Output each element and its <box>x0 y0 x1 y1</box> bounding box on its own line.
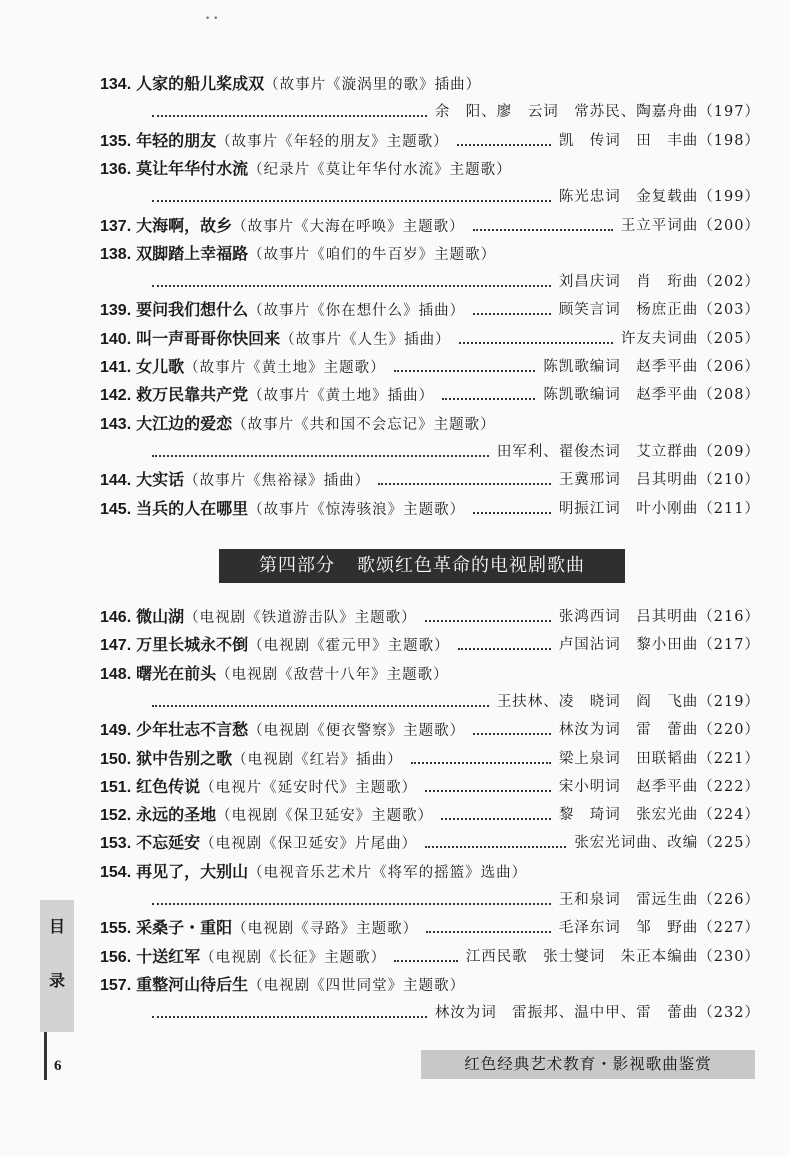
entry-head <box>100 721 465 739</box>
dot-leader <box>455 127 553 155</box>
entry-credit: 陈光忠词 金复载曲（199） <box>558 189 760 206</box>
entry-head <box>100 948 386 966</box>
entry-title: 大江边的爱恋 <box>136 413 233 433</box>
entry-head <box>100 500 465 518</box>
toc-entry-credit-line <box>100 688 760 716</box>
footer-banner: 红色经典艺术教育・影视歌曲鉴赏 <box>421 1050 755 1079</box>
entry-source-note: （电视剧《铁道游击队》主题歌） <box>184 610 417 626</box>
entry-number: 142. <box>100 387 132 405</box>
entry-title: 采桑子・重阳 <box>136 918 233 938</box>
entry-head <box>100 834 417 852</box>
entry-head <box>100 75 481 93</box>
dot-leader <box>150 183 553 211</box>
entry-head <box>100 636 450 654</box>
entry-credit: 明振江词 叶小刚曲（211） <box>558 500 760 517</box>
entry-head <box>100 778 417 796</box>
entry-source-note: （电视音乐艺术片《将军的摇篮》选曲） <box>248 864 528 881</box>
dot-leader <box>376 466 553 494</box>
entry-head <box>100 160 512 178</box>
entry-title: 狱中告别之歌 <box>136 748 233 768</box>
entry-title: 永远的圣地 <box>136 805 217 825</box>
entry-source-note: （故事片《大海在呼唤》主题歌） <box>232 218 465 235</box>
dot-leader <box>423 829 568 857</box>
entry-title: 年轻的朋友 <box>136 130 217 150</box>
entry-credit: 陈凯歌编词 赵季平曲（206） <box>543 359 760 375</box>
dot-leader <box>440 381 537 409</box>
entry-title: 重整河山待后生 <box>136 974 249 994</box>
toc-entry <box>100 466 760 494</box>
toc-entry <box>100 495 760 523</box>
entry-number: 136. <box>100 160 132 178</box>
dot-leader <box>409 745 553 773</box>
entry-source-note: （故事片《咱们的牛百岁》主题歌） <box>248 246 497 263</box>
dot-leader <box>392 943 460 971</box>
entry-title: 当兵的人在哪里 <box>136 498 249 518</box>
entry-title: 微山湖 <box>136 607 185 626</box>
toc-entry <box>100 353 760 381</box>
entry-head <box>100 919 418 937</box>
entry-credit: 王扶林、凌 晓词 阎 飞曲（219） <box>496 693 760 710</box>
entry-head <box>100 358 386 376</box>
toc-entry <box>100 70 760 98</box>
entry-number: 146. <box>100 609 132 626</box>
entry-credit: 陈凯歌编词 赵季平曲（208） <box>543 387 760 404</box>
toc-entry <box>100 914 760 942</box>
section-part: 第四部分 <box>259 555 335 576</box>
entry-title: 要问我们想什么 <box>136 300 249 320</box>
toc-entry <box>100 127 760 155</box>
entry-head <box>100 330 451 348</box>
entry-head <box>100 415 496 433</box>
toc-entry <box>100 858 760 886</box>
entry-number: 152. <box>100 807 132 825</box>
dot-leader <box>150 438 491 466</box>
entry-source-note: （电视剧《四世同堂》主题歌） <box>248 977 466 994</box>
entry-credit: 毛泽东词 邹 野曲（227） <box>558 920 760 937</box>
entry-source-note: （电视剧《敌营十八年》主题歌） <box>216 666 449 683</box>
entry-source-note: （故事片《黄土地》主题歌） <box>184 360 386 376</box>
dot-leader <box>471 296 553 324</box>
entry-credit: 刘昌庆词 肖 珩曲（202） <box>558 274 760 291</box>
section-header <box>219 549 625 583</box>
section-title: 歌颂红色革命的电视剧歌曲 <box>357 555 585 576</box>
entry-source-note: （故事片《黄土地》插曲） <box>248 388 435 405</box>
entry-source-note: （电视剧《便衣警察》主题歌） <box>248 723 466 740</box>
entry-head <box>100 863 527 881</box>
entry-number: 148. <box>100 665 132 683</box>
entry-credit: 宋小明词 赵季平曲（222） <box>558 778 760 795</box>
entry-credit: 田军利、翟俊杰词 艾立群曲（209） <box>496 443 760 460</box>
entry-title: 十送红军 <box>136 946 201 966</box>
dot-leader <box>150 688 491 716</box>
entry-source-note: （故事片《漩涡里的歌》插曲） <box>264 77 482 93</box>
toc-entry <box>100 631 760 659</box>
entry-title: 叫一声哥哥你快回来 <box>136 328 281 348</box>
entry-number: 144. <box>100 472 132 490</box>
entry-source-note: （故事片《惊涛骇浪》主题歌） <box>248 501 466 518</box>
entry-number: 139. <box>100 302 132 320</box>
entry-source-note: （纪录片《莫让年华付水流》主题歌） <box>248 161 512 178</box>
entry-source-note: （故事片《年轻的朋友》主题歌） <box>216 133 449 150</box>
entry-title: 人家的船儿桨成双 <box>136 74 265 93</box>
entry-source-note: （故事片《共和国不会忘记》主题歌） <box>232 416 496 433</box>
entry-title: 大实话 <box>136 470 185 490</box>
entry-number: 155. <box>100 920 132 938</box>
page-number: 6 <box>54 1058 62 1074</box>
entry-head <box>100 806 433 824</box>
dot-leader <box>150 999 429 1027</box>
entry-credit: 许友夫词曲（205） <box>620 330 760 347</box>
dot-leader <box>471 495 553 523</box>
dot-leader <box>471 212 615 240</box>
entry-head <box>100 132 449 150</box>
toc-entry <box>100 603 760 631</box>
toc-entry-credit-line <box>100 183 760 211</box>
toc-entry <box>100 325 760 353</box>
toc-entry <box>100 773 760 801</box>
entry-title: 再见了，大别山 <box>136 861 249 881</box>
entry-source-note: （电视剧《保卫延安》片尾曲） <box>200 836 418 853</box>
dot-leader <box>150 886 553 914</box>
dot-leader <box>423 603 553 631</box>
toc-entry <box>100 296 760 324</box>
toc-entry <box>100 381 760 409</box>
entry-source-note: （电视剧《长征》主题歌） <box>200 949 387 966</box>
entry-credit: 林汝为词 雷振邦、温中甲、雷 蕾曲（232） <box>434 1005 760 1022</box>
dot-leader <box>456 631 553 659</box>
toc-entry-credit-line <box>100 98 760 126</box>
dot-leader <box>457 325 615 353</box>
entry-number: 157. <box>100 976 132 994</box>
entry-credit: 张宏光词曲、改编（225） <box>574 835 760 852</box>
dot-leader <box>150 268 553 296</box>
entry-credit: 顾笑言词 杨庶正曲（203） <box>558 302 760 319</box>
toc-entry <box>100 745 760 773</box>
entry-credit: 黎 琦词 张宏光曲（224） <box>558 807 760 824</box>
toc-entry <box>100 943 760 971</box>
entry-title: 万里长城永不倒 <box>136 635 249 655</box>
entry-credit: 张鸿西词 吕其明曲（216） <box>558 609 760 625</box>
entry-source-note: （电视剧《寻路》主题歌） <box>232 921 419 938</box>
entry-title: 红色传说 <box>136 776 201 796</box>
entry-credit: 王冀邢词 吕其明曲（210） <box>558 472 760 489</box>
entry-head <box>100 665 449 683</box>
entry-source-note: （电视片《延安时代》主题歌） <box>200 779 418 796</box>
entry-source-note: （故事片《焦裕禄》插曲） <box>184 473 371 490</box>
entry-number: 153. <box>100 835 132 853</box>
entry-number: 143. <box>100 415 132 433</box>
entry-head <box>100 217 465 235</box>
entry-source-note: （电视剧《红岩》插曲） <box>232 751 403 768</box>
toc-entry <box>100 212 760 240</box>
entry-source-note: （故事片《你在想什么》插曲） <box>248 303 466 320</box>
dot-leader <box>471 716 553 744</box>
entry-head <box>100 608 417 626</box>
entry-number: 134. <box>100 76 132 93</box>
entry-title: 大海啊，故乡 <box>136 215 233 235</box>
entry-credit: 梁上泉词 田联韬曲（221） <box>558 750 760 767</box>
entry-credit: 王和泉词 雷远生曲（226） <box>558 892 760 908</box>
entry-title: 救万民靠共产党 <box>136 385 249 405</box>
entry-credit: 卢国沾词 黎小田曲（217） <box>558 637 760 654</box>
toc-entry-credit-line <box>100 886 760 914</box>
entry-credit: 林汝为词 雷 蕾曲（220） <box>558 722 760 739</box>
entry-credit: 余 阳、廖 云词 常苏民、陶嘉舟曲（197） <box>434 104 760 121</box>
entry-credit: 王立平词曲（200） <box>620 217 760 234</box>
entry-number: 151. <box>100 778 132 796</box>
entry-head <box>100 976 465 994</box>
entry-number: 150. <box>100 750 132 768</box>
entry-title: 少年壮志不言愁 <box>136 720 249 740</box>
entry-head <box>100 750 403 768</box>
entry-title: 不忘延安 <box>136 833 201 853</box>
entry-number: 137. <box>100 217 132 235</box>
toc-entry <box>100 410 760 438</box>
side-rule <box>44 1032 47 1080</box>
entry-number: 145. <box>100 500 132 518</box>
entry-number: 156. <box>100 948 132 966</box>
entry-head <box>100 245 496 263</box>
entry-head <box>100 471 370 489</box>
toc-entry-credit-line <box>100 438 760 466</box>
toc-entry <box>100 660 760 688</box>
entry-credit: 凯 传词 田 丰曲（198） <box>558 132 760 149</box>
dot-leader <box>423 773 553 801</box>
entry-number: 141. <box>100 359 132 376</box>
toc-entry-credit-line <box>100 268 760 296</box>
entry-title: 双脚踏上幸福路 <box>136 243 249 263</box>
entry-source-note: （故事片《人生》插曲） <box>280 331 451 348</box>
entry-head <box>100 386 434 404</box>
scan-mark: • • <box>205 14 219 24</box>
entry-number: 140. <box>100 330 132 348</box>
entry-number: 135. <box>100 132 132 150</box>
dot-leader <box>150 98 429 126</box>
entry-number: 154. <box>100 863 132 881</box>
side-tab-char-1: 目 <box>49 917 66 936</box>
entry-title: 曙光在前头 <box>136 663 217 683</box>
entry-source-note: （电视剧《霍元甲》主题歌） <box>248 638 450 655</box>
toc-entry <box>100 155 760 183</box>
dot-leader <box>392 353 538 381</box>
toc-entry <box>100 971 760 999</box>
entry-title: 女儿歌 <box>136 357 185 376</box>
side-tab-char-2: 录 <box>49 971 66 990</box>
entry-number: 147. <box>100 637 132 655</box>
entry-head <box>100 301 465 319</box>
dot-leader <box>439 801 553 829</box>
entry-number: 149. <box>100 722 132 740</box>
dot-leader <box>424 914 553 942</box>
toc-entry-credit-line <box>100 999 760 1027</box>
entry-number: 138. <box>100 245 132 263</box>
entry-source-note: （电视剧《保卫延安》主题歌） <box>216 808 434 825</box>
toc-entry <box>100 716 760 744</box>
toc-entry <box>100 801 760 829</box>
toc-entry <box>100 829 760 857</box>
entry-title: 莫让年华付水流 <box>136 158 249 178</box>
entry-credit: 江西民歌 张士燮词 朱正本编曲（230） <box>465 948 760 965</box>
toc-entry <box>100 240 760 268</box>
